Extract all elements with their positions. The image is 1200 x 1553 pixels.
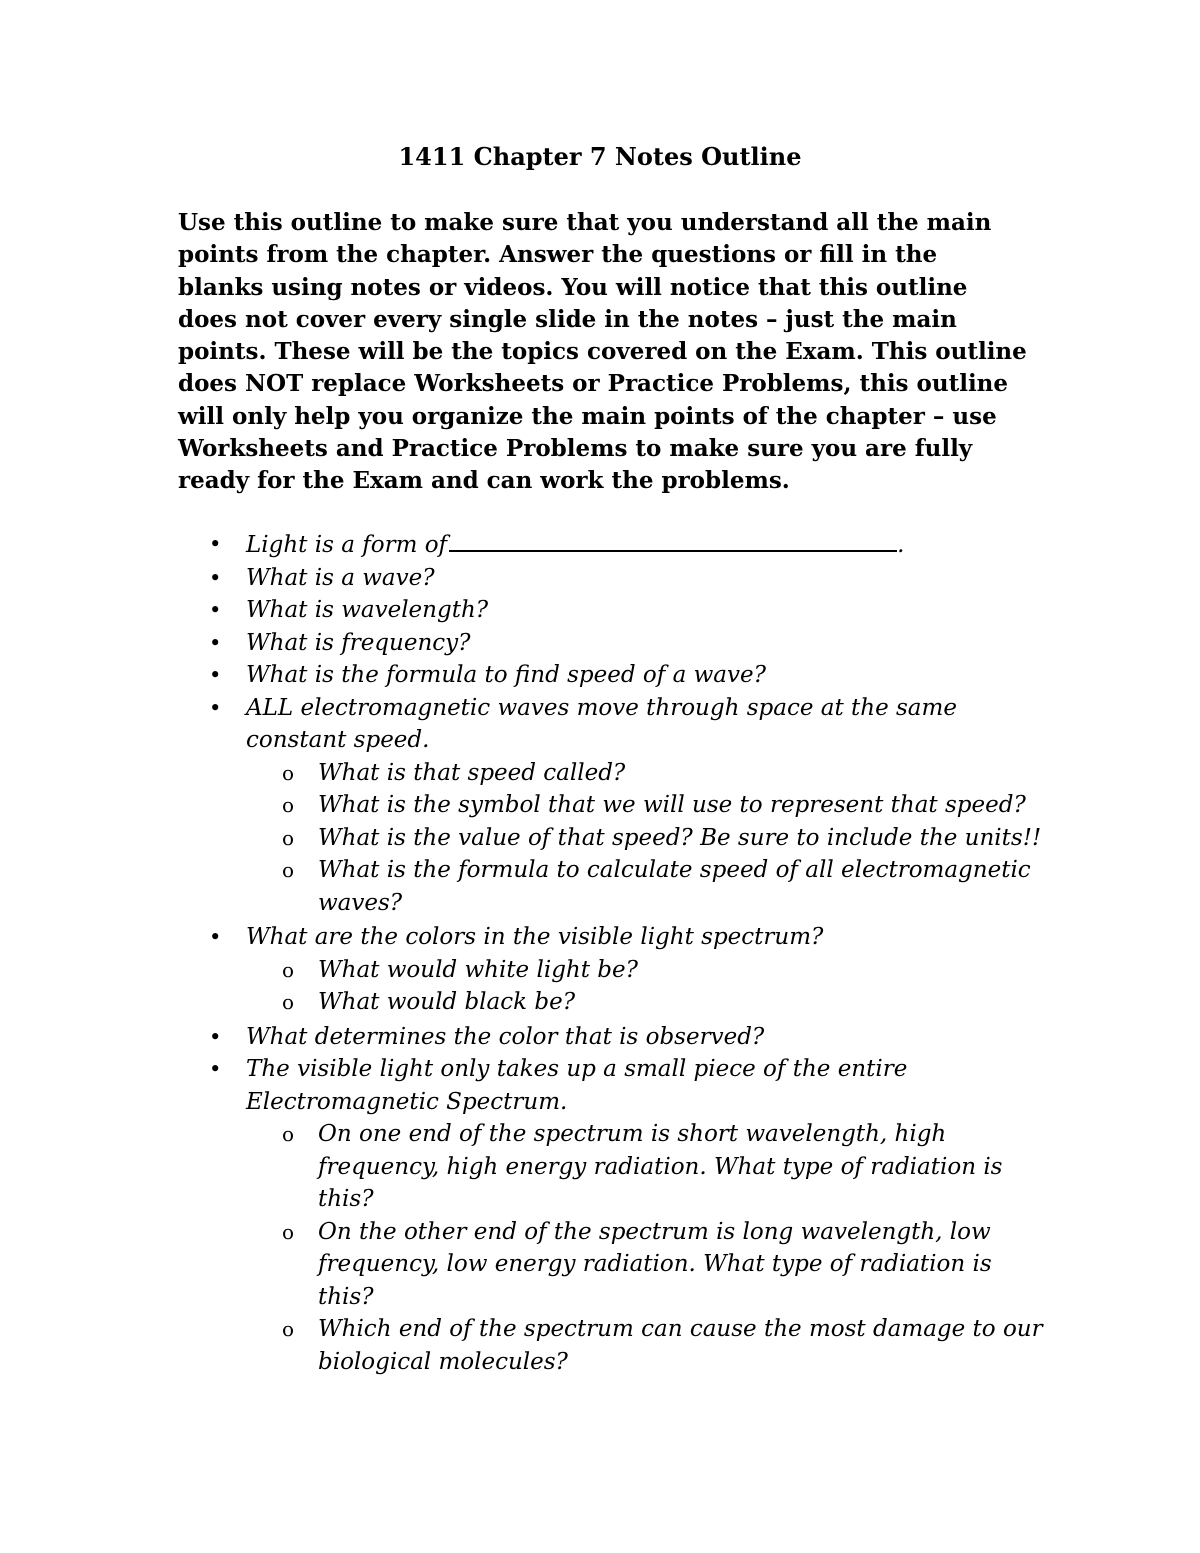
outline-subitem (178, 822, 1048, 855)
outline-item-text: What is a wave? (246, 564, 435, 591)
sub-bullet-marker: o (282, 1317, 295, 1341)
outline-subitem (178, 789, 1048, 822)
outline-subitem-text: On one end of the spectrum is short wavelength, high frequency, high energy radiation. What type of radiation is this? (318, 1121, 1003, 1212)
outline-subitem-text: On the other end of the spectrum is long wavelength, low frequency, low energy radiation. What type of radiation is this? (318, 1218, 992, 1310)
outline-item-text: What is the formula to find speed of a wave? (246, 662, 766, 688)
sub-bullet-marker: o (282, 793, 295, 817)
sub-bullet-marker: o (282, 957, 295, 982)
outline-subitem-text: What is the value of that speed? Be sure to include the units!! (318, 824, 1042, 851)
sub-bullet-marker: o (282, 760, 295, 785)
outline-list (178, 528, 1048, 1378)
outline-subitem-text: What would black be? (318, 989, 576, 1015)
outline-item-end: . (897, 532, 905, 558)
outline-subitem (178, 986, 1048, 1019)
outline-subitem-text: What is that speed called? (318, 759, 626, 786)
bullet-marker: • (209, 1057, 222, 1081)
bullet-marker: • (209, 565, 222, 590)
outline-item (178, 562, 1048, 595)
outline-subitem (178, 757, 1048, 790)
bullet-marker: • (209, 630, 222, 655)
outline-item (178, 594, 1048, 627)
outline-item (178, 528, 1048, 562)
sub-bullet-marker: o (282, 825, 295, 850)
bullet-marker: • (209, 925, 222, 949)
outline-item-text: Light is a form of (246, 532, 448, 558)
bullet-marker: • (209, 1024, 222, 1049)
outline-item-text: ALL electromagnetic waves move through space at the same constant speed. (246, 694, 957, 753)
outline-item (178, 692, 1048, 757)
fill-in-blank[interactable] (449, 528, 897, 552)
outline-item (178, 1053, 1048, 1118)
outline-item (178, 627, 1048, 660)
outline-subitem (178, 1313, 1048, 1378)
outline-item (178, 659, 1048, 692)
outline-subitem (178, 1216, 1048, 1314)
bullet-marker: • (209, 532, 222, 556)
outline-item-text: What are the colors in the visible light spectrum? (246, 924, 824, 950)
document-title: 1411 Chapter 7 Notes Outline (398, 142, 802, 171)
outline-subitem (178, 954, 1048, 987)
sub-bullet-marker: o (282, 858, 295, 882)
outline-item-text: What is wavelength? (246, 597, 489, 623)
outline-subitem-text: Which end of the spectrum can cause the most damage to our biological molecules? (318, 1316, 1043, 1375)
sub-bullet-marker: o (282, 1219, 295, 1244)
outline-subitem-text: What is the formula to calculate speed of all electromagnetic waves? (318, 857, 1031, 916)
outline-subitem (178, 1118, 1048, 1216)
sub-bullet-marker: o (282, 990, 295, 1014)
outline-item (178, 921, 1048, 954)
outline-item-text: What determines the color that is observed? (246, 1023, 765, 1050)
outline-item-text: What is frequency? (246, 629, 471, 656)
outline-item-text: The visible light only takes up a small piece of the entire Electromagnetic Spectrum. (246, 1056, 908, 1115)
outline-subitem-text: What would white light be? (318, 956, 638, 983)
bullet-marker: • (209, 663, 222, 687)
bullet-marker: • (209, 598, 222, 622)
outline-subitem-text: What is the symbol that we will use to represent that speed? (318, 792, 1026, 818)
bullet-marker: • (209, 695, 222, 720)
sub-bullet-marker: o (282, 1122, 295, 1146)
outline-subitem (178, 854, 1048, 919)
intro-paragraph: Use this outline to make sure that you understand all the main points from the chapter. Answer the questions or fill in the blanks using notes or videos. You will notice that this outline does not cover every single slide in the notes – just the main points. These will be the topics covered on the Exam. This outline does NOT replace Worksheets or Practice Problems, this outline will only help you organize the main points of the chapter – use Worksheets and Practice Problems to make sure you are fully ready for the Exam and can work the problems. (178, 209, 1027, 495)
outline-item (178, 1021, 1048, 1054)
